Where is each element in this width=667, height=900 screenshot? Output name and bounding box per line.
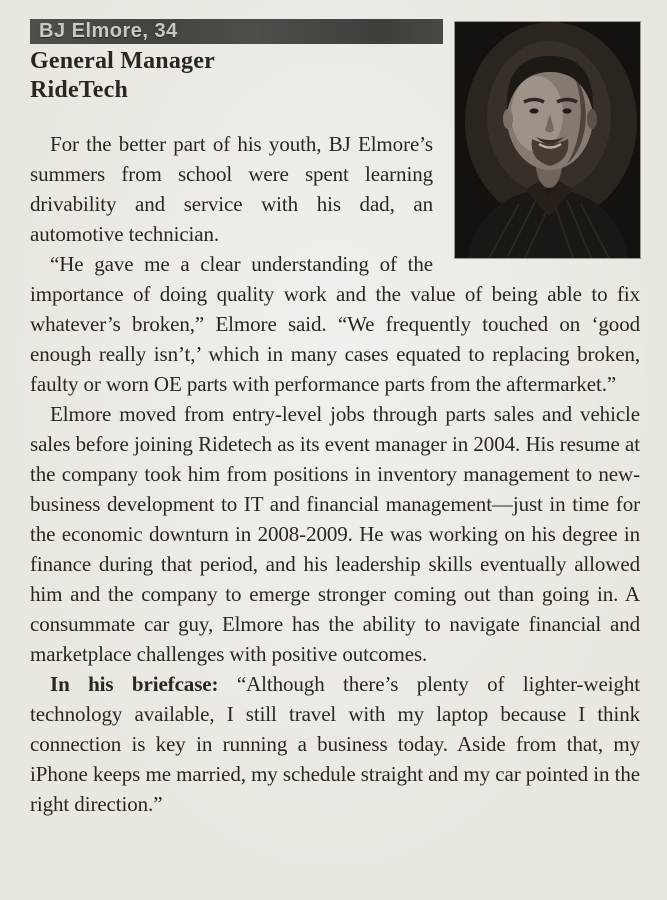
job-title: General Manager: [30, 48, 215, 74]
portrait-image: [455, 22, 640, 258]
company-name: RideTech: [30, 77, 129, 103]
paragraph-briefcase: [30, 669, 640, 819]
briefcase-quote: “Although there’s plenty of lighter-weight technology available, I still travel with my laptop because I think connection is key in running a business today. Aside from that, my iPhone keeps me married, my schedule straight and my car pointed in the right direction.”: [30, 672, 640, 816]
paragraph-youth: For the better part of his youth, BJ Elmore’s summers from school were spent learning drivability and service with his dad, an automotive technician.: [30, 132, 433, 246]
profile-name: BJ Elmore, 34: [39, 20, 178, 42]
name-banner: [30, 19, 443, 44]
portrait-photo: [455, 22, 640, 258]
paragraph-career: Elmore moved from entry-level jobs through parts sales and vehicle sales before joining Ridetech as its event manager in 2004. His resume at the company took him from positions in inventory management to new-business development to IT and financial management—just in time for the economic downturn in 2008-2009. He was working on his degree in finance during that period, and his leadership skills eventually allowed him and the company to emerge stronger coming out than going in. A consummate car guy, Elmore has the ability to navigate financial and marketplace challenges with positive outcomes.: [30, 402, 640, 666]
paragraph-quote-dad: “He gave me a clear understanding of the importance of doing quality work and the value of being able to fix whatever’s broken,” Elmore said. “We frequently touched on ‘good enough really isn’t,’ which in many cases equated to replacing broken, faulty or worn OE parts with performance parts from the aftermarket.”: [30, 252, 640, 396]
briefcase-label: In his briefcase:: [50, 672, 219, 696]
